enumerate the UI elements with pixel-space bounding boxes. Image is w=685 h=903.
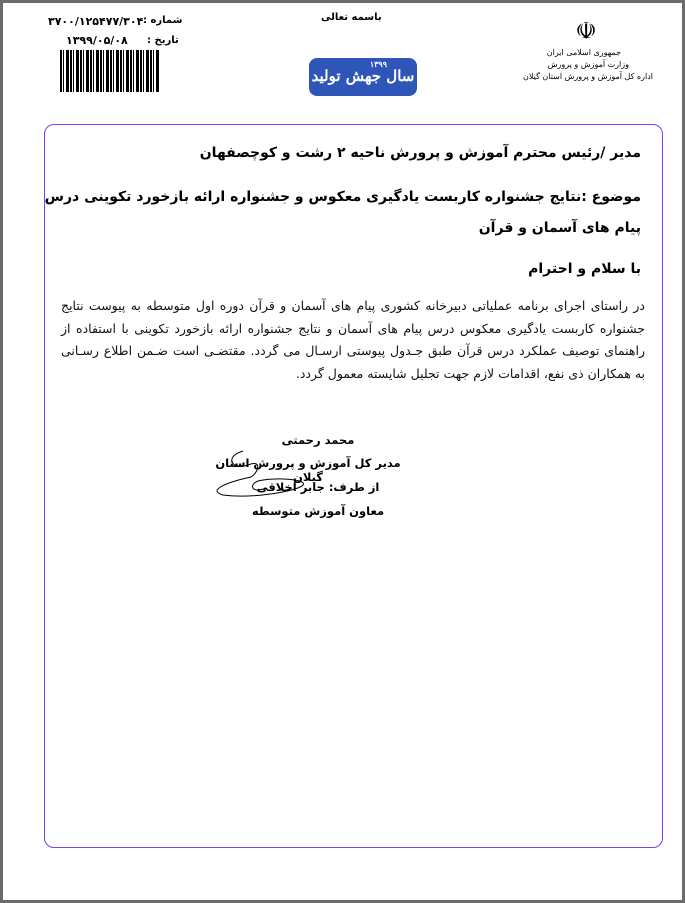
barcode xyxy=(60,50,160,92)
iran-emblem-icon: ☫ xyxy=(575,17,597,45)
date-value: ۱۳۹۹/۰۵/۰۸ xyxy=(66,34,128,47)
deputy-title: معاون آموزش متوسطه xyxy=(251,504,385,518)
logo-line: جمهوری اسلامی ایران xyxy=(546,48,621,57)
signer-name: محمد رحمتی xyxy=(281,433,355,447)
recipient: مدیر /رئیس محترم آموزش و پرورش ناحیه ۲ رشت و کوچصفهان xyxy=(199,145,641,161)
number-label: شماره : xyxy=(143,15,183,26)
greeting: با سلام و احترام xyxy=(528,261,641,277)
subject-line-2: پیام های آسمان و قرآن xyxy=(478,220,641,236)
handwritten-signature xyxy=(203,443,313,503)
signer-title: مدیر کل آموزش و پرورش استان گیلان xyxy=(215,456,401,484)
subject-line-1: موضوع :نتایج جشنواره کاربست یادگیری معکوس و جشنواره ارائه بازخورد تکوینی درس xyxy=(44,189,641,205)
badge-text: سال جهش تولید xyxy=(311,67,415,85)
bismillah: باسمه تعالی xyxy=(321,12,382,23)
date-label: تاریخ : xyxy=(147,35,179,46)
ministry-logo-text xyxy=(523,47,653,83)
letter-page xyxy=(3,3,682,900)
letter-body: در راستای اجرای برنامه عملیاتی دبیرخانه کشوری پیام های آسمان و قرآن دوره اول متوسطه به پیوست نتایج جشنواره کاربست یادگیری معکوس درس پیام های آسمان و نتایج جشنواره ارائه بازخورد تکوینی با استفاده از راهنمای توصیف عملکرد درس قرآن طبق جـدول پیوستی ارسـال می گردد. مقتضـی است ضـمن اطلاع رسـانی به همکاران ذی نفع، اقدامات لازم جهت تجلیل شایسته معمول گردد. xyxy=(61,298,645,381)
logo-line: اداره کل آموزش و پرورش استان گیلان xyxy=(523,72,653,81)
on-behalf: از طرف: جابر اخلاقی xyxy=(256,480,380,494)
number-value: ۳۷۰۰/۱۲۵۴۷۷/۳۰۴ xyxy=(48,15,144,28)
logo-line: وزارت آموزش و پرورش xyxy=(547,60,629,69)
badge-year: ۱۳۹۹ xyxy=(369,59,387,69)
year-badge xyxy=(309,58,417,96)
